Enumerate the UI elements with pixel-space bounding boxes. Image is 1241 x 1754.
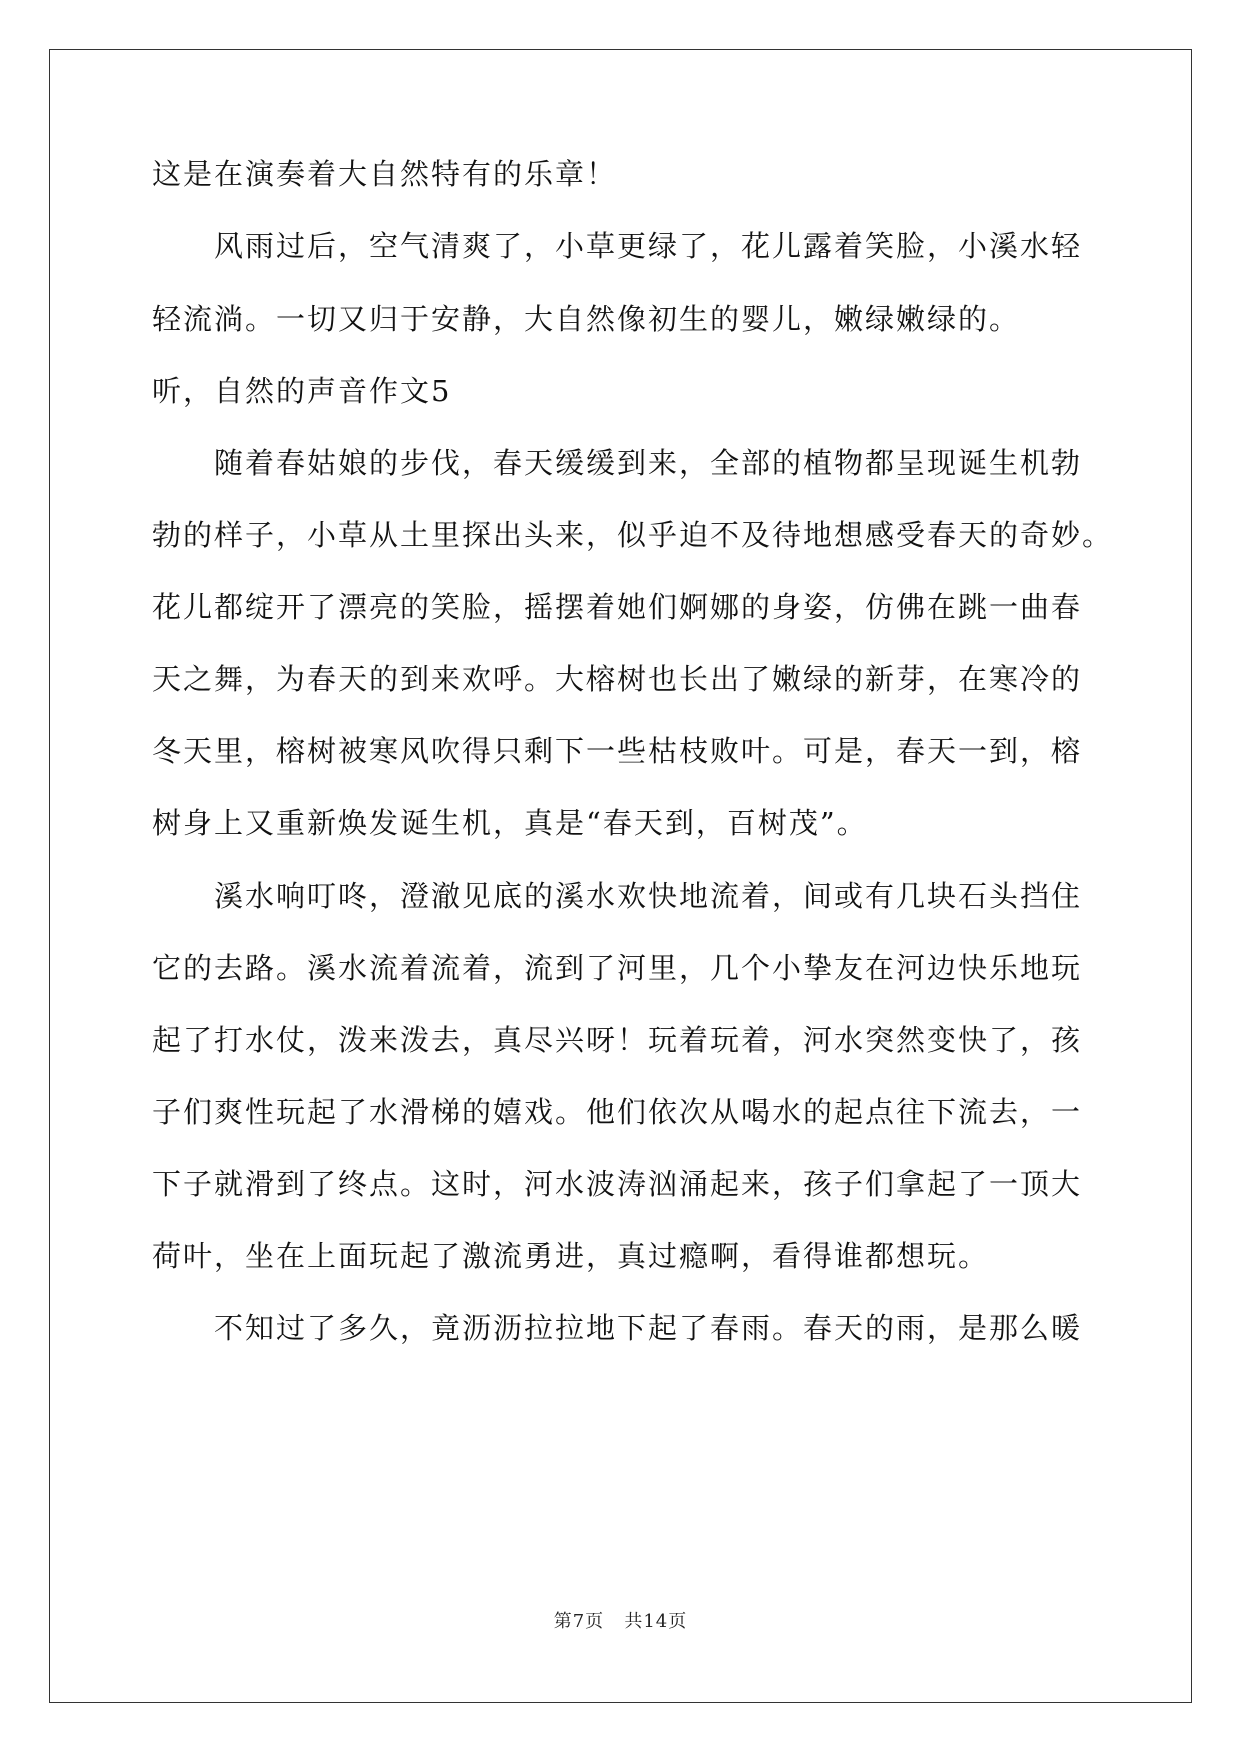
paragraph-line: 下子就滑到了终点。这时，河水波涛汹涌起来，孩子们拿起了一顶大: [152, 1167, 1083, 1201]
paragraph-line: 轻流淌。一切又归于安静，大自然像初生的婴儿，嫩绿嫩绿的。: [152, 302, 1021, 336]
paragraph-line: 荷叶，坐在上面玩起了激流勇进，真过瘾啊，看得谁都想玩。: [152, 1239, 990, 1273]
section-heading: 听，自然的声音作文5: [152, 374, 452, 408]
page-border: [49, 49, 1192, 1703]
paragraph-line: 它的去路。溪水流着流着，流到了河里，几个小挚友在河边快乐地玩: [152, 951, 1083, 985]
paragraph-line: 这是在演奏着大自然特有的乐章！: [152, 157, 618, 191]
page-footer: [0, 1611, 1241, 1633]
paragraph-line: 天之舞，为春天的到来欢呼。大榕树也长出了嫩绿的新芽，在寒冷的: [152, 662, 1083, 696]
page-total: 共14页: [624, 1611, 688, 1632]
paragraph-line: 溪水响叮咚，澄澈见底的溪水欢快地流着，间或有几块石头挡住: [214, 879, 1083, 913]
paragraph-line: 随着春姑娘的步伐，春天缓缓到来，全部的植物都呈现诞生机勃: [214, 446, 1083, 480]
page-number: 第7页: [553, 1611, 605, 1632]
paragraph-line: 冬天里，榕树被寒风吹得只剩下一些枯枝败叶。可是，春天一到，榕: [152, 734, 1083, 768]
paragraph-line: 勃的样子，小草从土里探出头来，似乎迫不及待地想感受春天的奇妙。: [152, 518, 1114, 552]
paragraph-line: 树身上又重新焕发诞生机，真是“春天到，百树茂”。: [152, 806, 868, 840]
paragraph-line: 花儿都绽开了漂亮的笑脸，摇摆着她们婀娜的身姿，仿佛在跳一曲春: [152, 590, 1083, 624]
paragraph-line: 风雨过后，空气清爽了，小草更绿了，花儿露着笑脸，小溪水轻: [214, 229, 1083, 263]
paragraph-line: 子们爽性玩起了水滑梯的嬉戏。他们依次从喝水的起点往下流去，一: [152, 1095, 1083, 1129]
paragraph-line: 起了打水仗，泼来泼去，真尽兴呀！玩着玩着，河水突然变快了，孩: [152, 1023, 1083, 1057]
paragraph-line: 不知过了多久，竟沥沥拉拉地下起了春雨。春天的雨，是那么暖: [214, 1311, 1083, 1345]
